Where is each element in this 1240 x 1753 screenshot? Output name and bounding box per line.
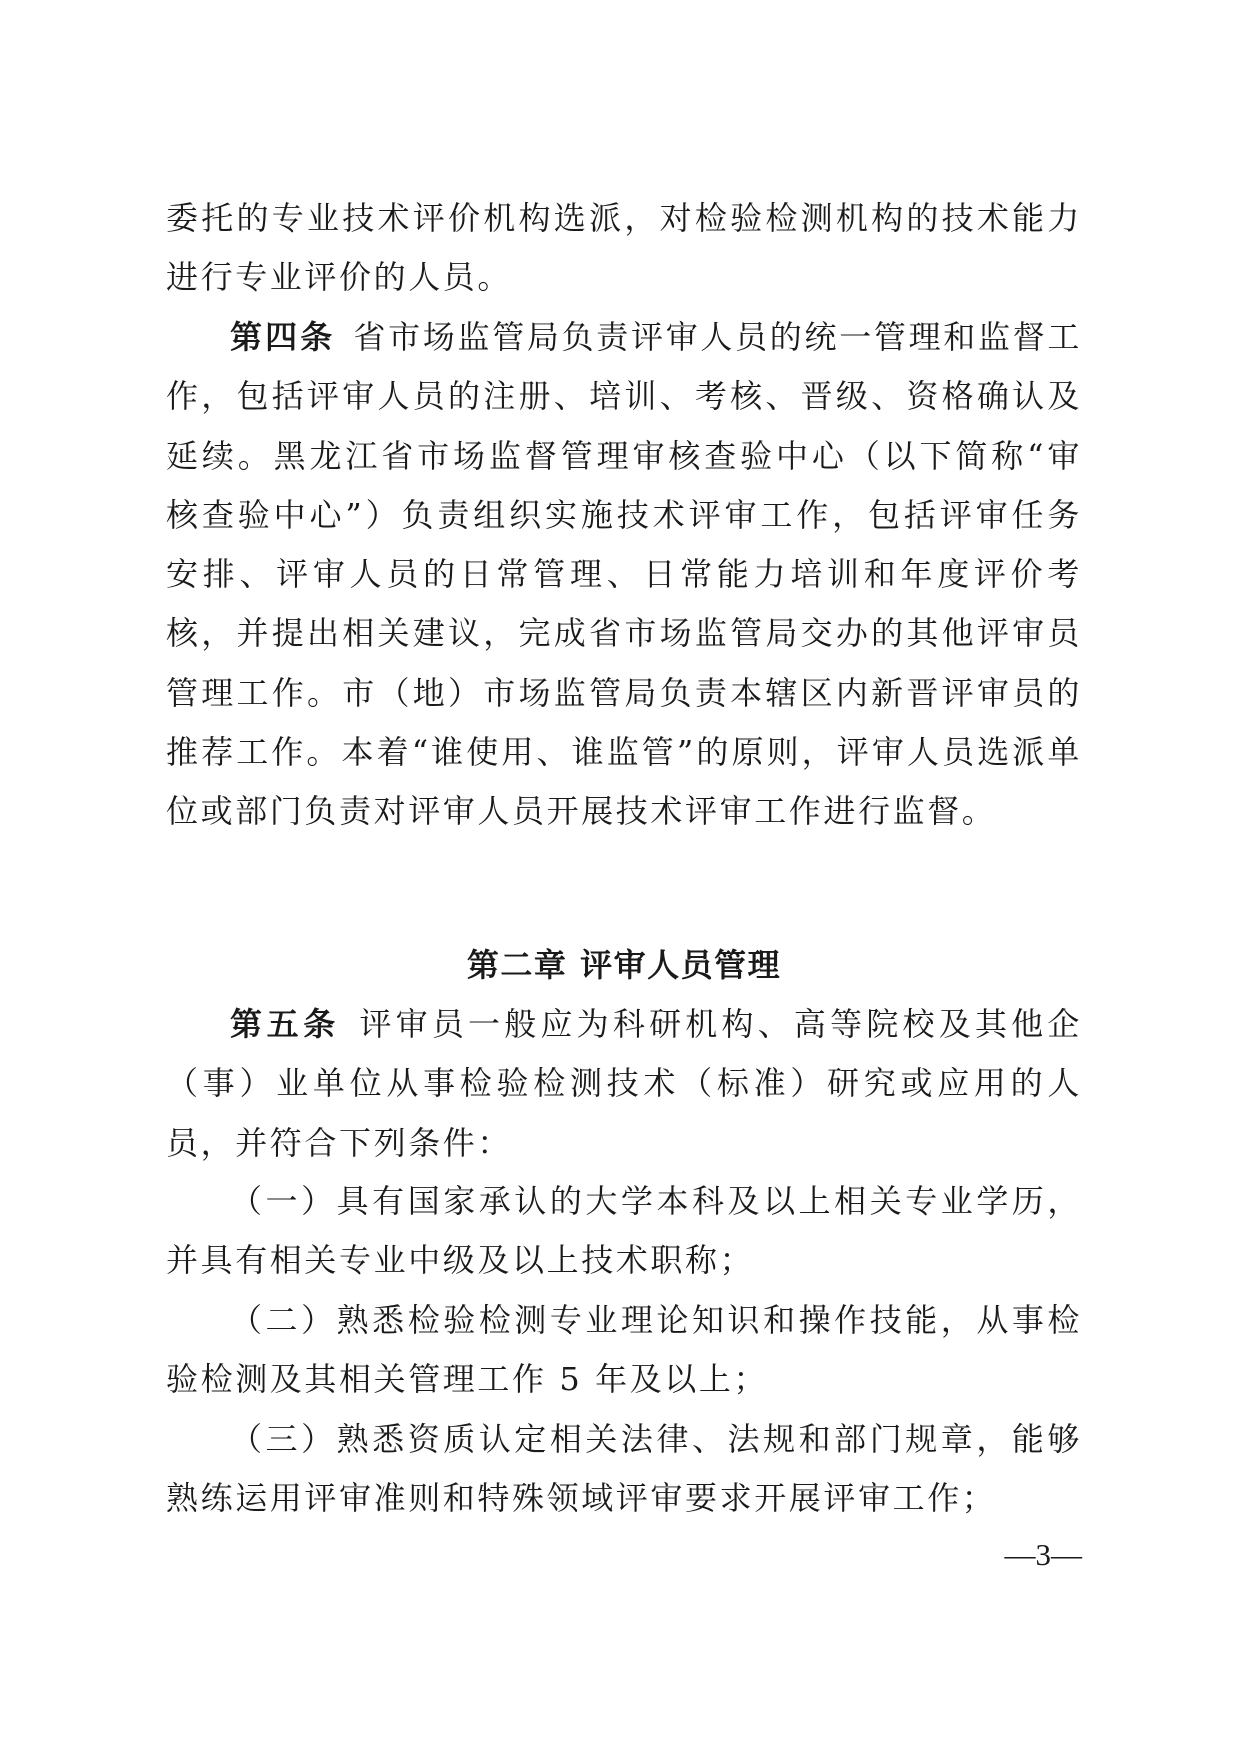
- condition-2-text: （二）熟悉检验检测专业理论知识和操作技能，从事检验检测及其相关管理工作 5 年及以上；: [166, 1301, 1082, 1399]
- condition-1-text: （一）具有国家承认的大学本科及以上相关专业学历，并具有相关专业中级及以上技术职称；: [166, 1182, 1082, 1280]
- page-number: —3—: [1004, 1537, 1082, 1572]
- condition-1: [166, 1172, 1082, 1291]
- article-4-text: 省市场监管局负责评审人员的统一管理和监督工作，包括评审人员的注册、培训、考核、晋级、资格确认及延续。黑龙江省市场监督管理审核查验中心（以下简称“审核查验中心”）负责组织实施技术评审工作，包括评审任务安排、评审人员的日常管理、日常能力培训和年度评价考核，并提出相关建议，完成省市场监管局交办的其他评审员管理工作。市（地）市场监管局负责本辖区内新晋评审员的推荐工作。本着“谁使用、谁监管”的原则，评审人员选派单位或部门负责对评审人员开展技术评审工作进行监督。: [166, 318, 1082, 831]
- condition-2: [166, 1291, 1082, 1410]
- condition-3-text: （三）熟悉资质认定相关法律、法规和部门规章，能够熟练运用评审准则和特殊领域评审要求开展评审工作；: [166, 1420, 1082, 1518]
- condition-3: [166, 1410, 1082, 1529]
- article-5-paragraph: [166, 995, 1082, 1173]
- paragraph-text: 委托的专业技术评价机构选派，对检验检测机构的技术能力进行专业评价的人员。: [166, 199, 1082, 297]
- paragraph-continuation: [166, 189, 1082, 308]
- article-4-label: 第四条: [230, 318, 336, 356]
- article-5-label: 第五条: [230, 1005, 340, 1043]
- article-5-text: 评审员一般应为科研机构、高等院校及其他企（事）业单位从事检验检测技术（标准）研究或应用的人员，并符合下列条件：: [166, 1005, 1082, 1162]
- chapter-heading: 第二章 评审人员管理: [466, 946, 782, 984]
- article-4-paragraph: [166, 308, 1082, 842]
